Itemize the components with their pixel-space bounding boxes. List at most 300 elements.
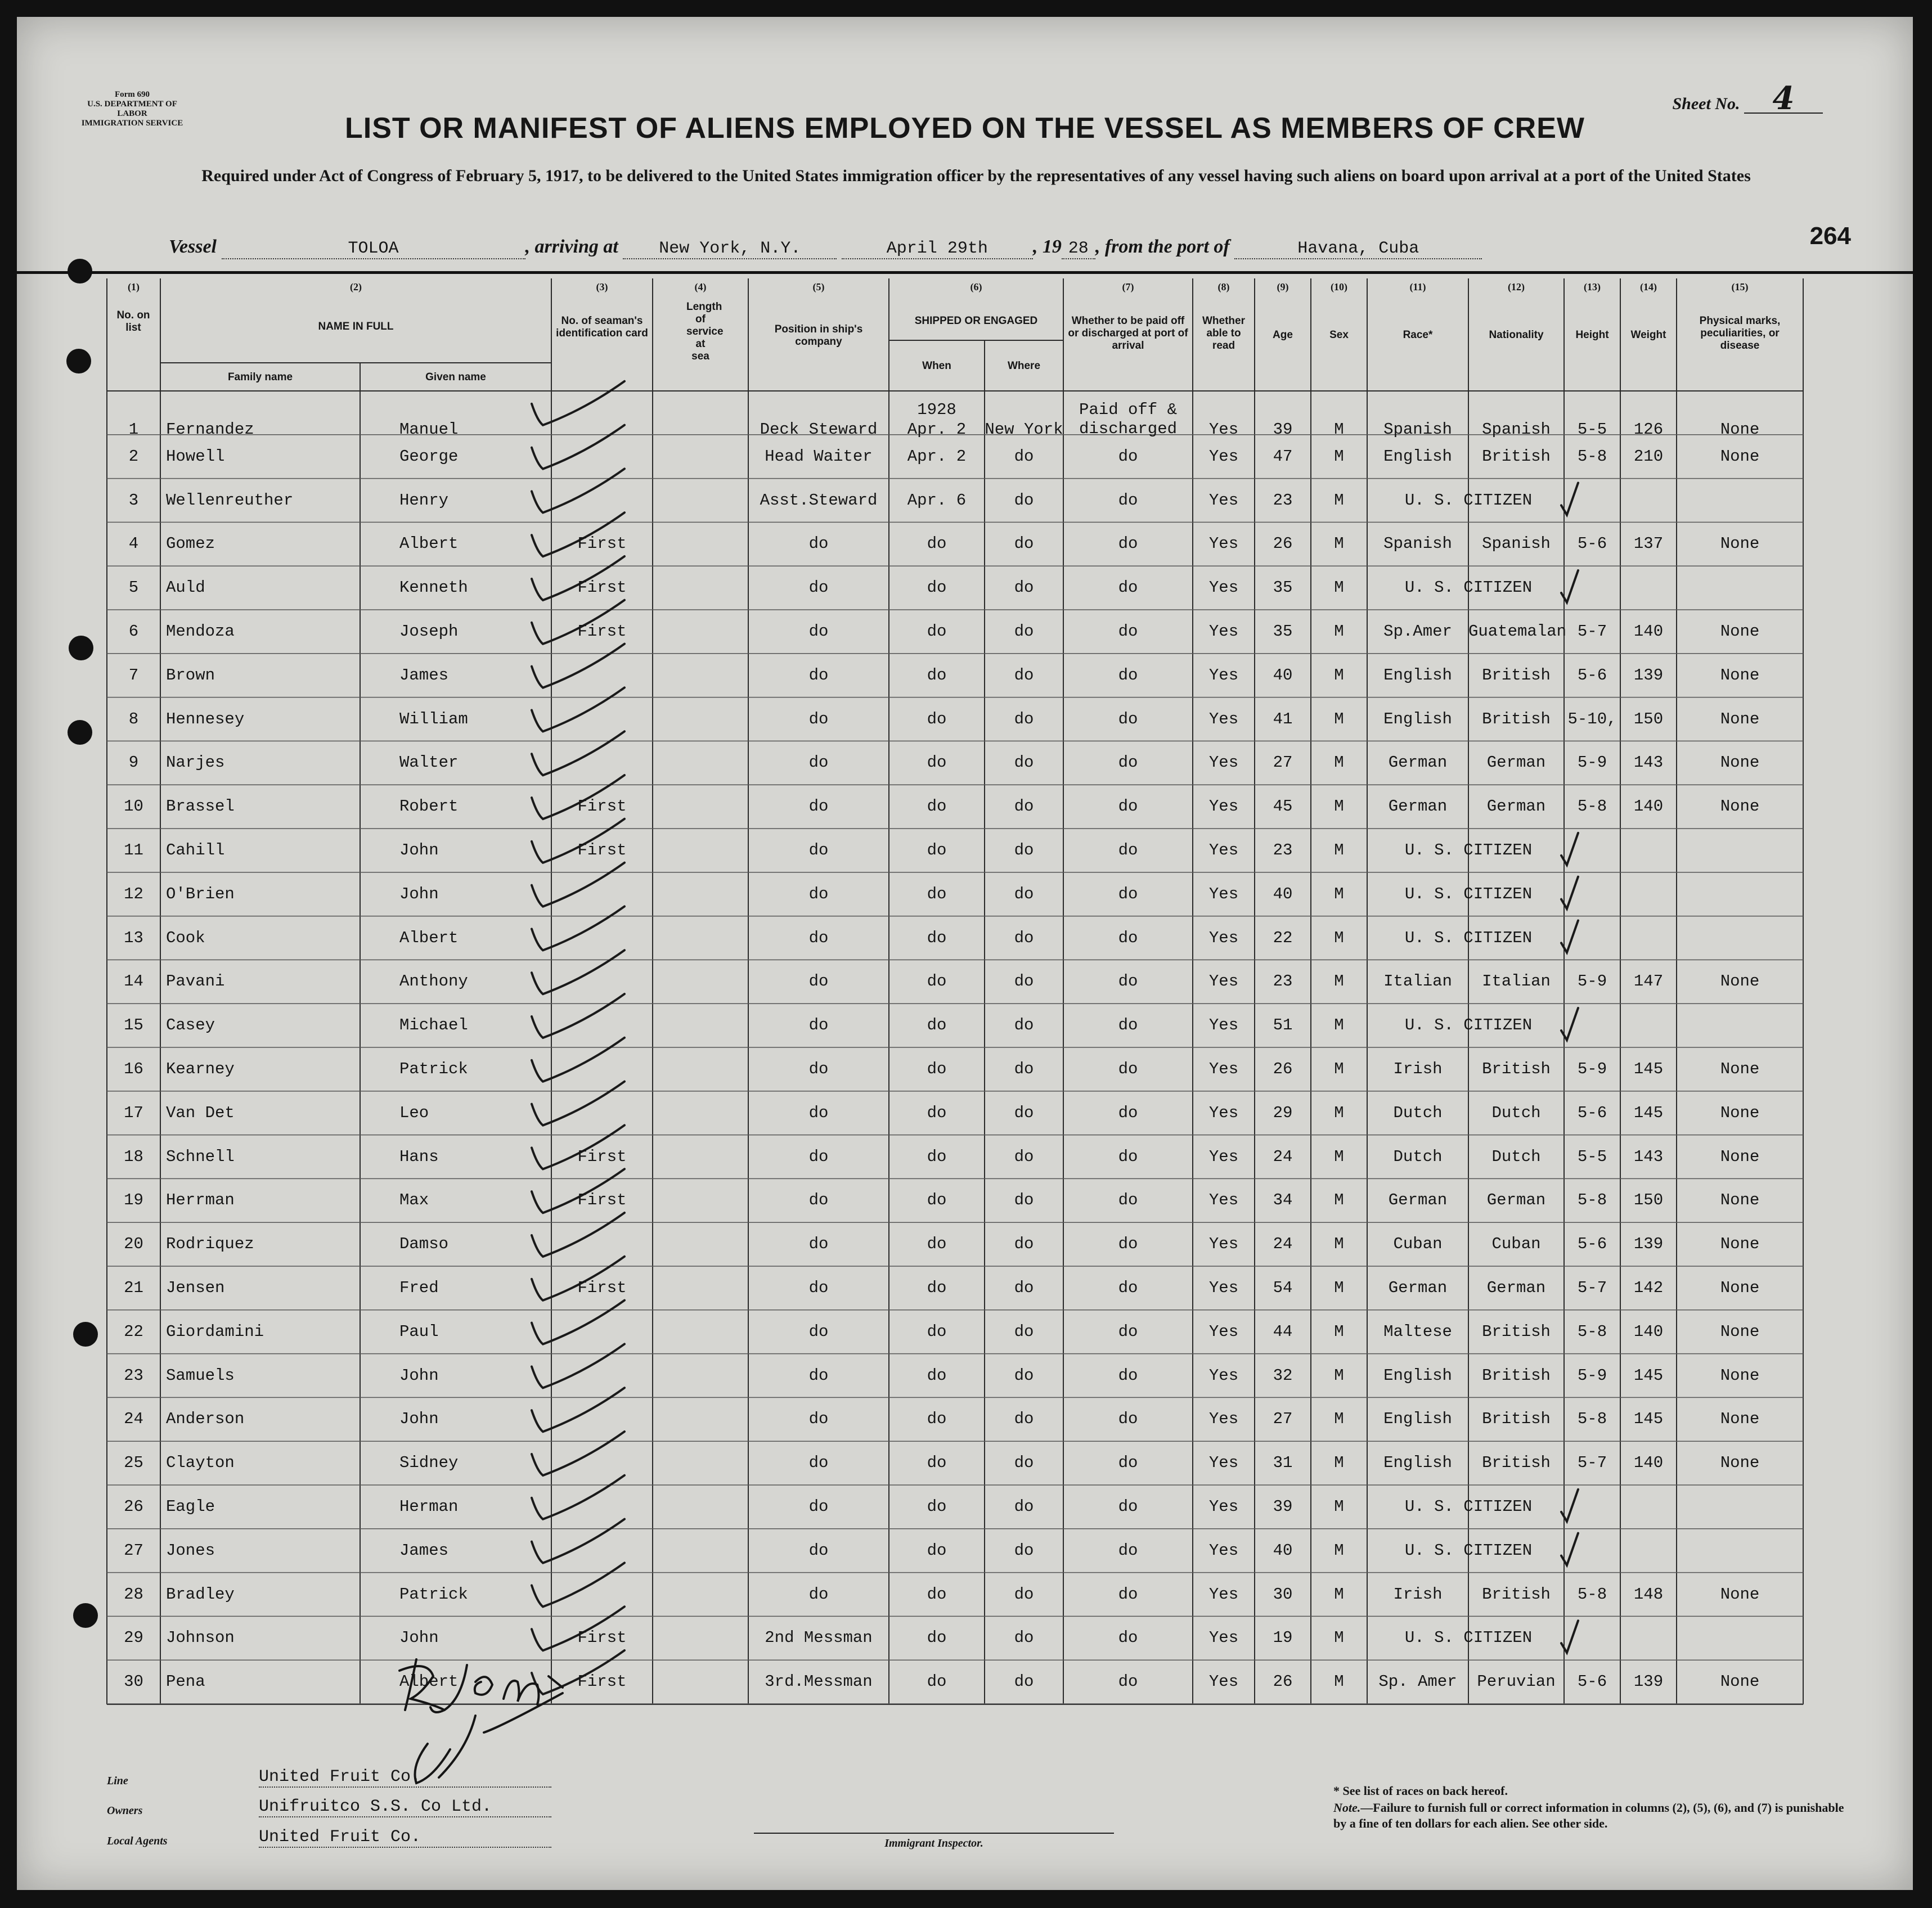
cell-nationality: German	[1486, 1191, 1546, 1210]
cell-read: Yes	[1208, 665, 1239, 685]
arrival-year: 28	[1062, 239, 1095, 259]
cell-nationality: British	[1482, 1060, 1551, 1078]
cell-when: do	[927, 1060, 947, 1078]
cell-family: Van Det	[166, 1103, 235, 1122]
cell-card: First	[577, 1191, 627, 1210]
cell-height: 5-7	[1577, 1279, 1607, 1297]
cell-when: do	[927, 1454, 947, 1473]
penalty-note-text: —Failure to furnish full or correct information in columns (2), (5), (6), and (7) is punishable by a fine of ten dollars for each alien. See other side.	[1333, 1801, 1844, 1830]
cell-paid: do	[1118, 841, 1138, 860]
col12-num: (12)	[1508, 281, 1525, 292]
service-name: IMMIGRATION SERVICE	[81, 119, 183, 128]
form-number: Form 690	[114, 90, 150, 99]
cell-no: 28	[124, 1585, 143, 1604]
cell-sex: M	[1334, 1147, 1344, 1166]
cell-paid: do	[1118, 490, 1138, 510]
cell-paid: do	[1118, 1279, 1138, 1297]
cell-weight: 142	[1633, 1279, 1664, 1297]
cell-paid: do	[1118, 709, 1138, 728]
cell-marks: None	[1720, 622, 1760, 641]
cell-height: 5-9	[1577, 1060, 1607, 1078]
punch-hole	[73, 1322, 98, 1347]
cell-position: do	[808, 753, 829, 772]
sheet-number-value: 4	[1744, 84, 1823, 114]
cell-no: 21	[124, 1279, 143, 1297]
cell-nationality: British	[1482, 665, 1551, 685]
cell-race: Spanish	[1383, 420, 1452, 439]
cell-age: 24	[1273, 1235, 1293, 1254]
cell-no: 26	[124, 1497, 143, 1516]
cell-no: 7	[128, 665, 139, 685]
cell-read: Yes	[1208, 709, 1239, 728]
col5-header: Position in ship's company	[774, 323, 863, 348]
cell-where: do	[1014, 1147, 1034, 1166]
cell-paid: do	[1118, 1147, 1138, 1166]
col7-num: (7)	[1122, 281, 1134, 292]
cell-marks: None	[1720, 1585, 1760, 1604]
cell-read: Yes	[1208, 1235, 1239, 1254]
cell-weight: 140	[1633, 1454, 1664, 1473]
cell-given: John	[399, 884, 439, 903]
cell-position: Asst.Steward	[760, 490, 878, 510]
cell-where: do	[1014, 797, 1034, 816]
col11-header: Race*	[1403, 329, 1433, 341]
cell-position: 2nd Messman	[765, 1628, 873, 1648]
cell-read: Yes	[1208, 753, 1239, 772]
cell-nationality: British	[1482, 1410, 1551, 1429]
cell-family: Brassel	[166, 797, 235, 816]
penalty-note-label: Note.	[1333, 1801, 1361, 1815]
cell-where: do	[1014, 1366, 1034, 1385]
cell-where: New York	[985, 420, 1063, 439]
cell-when: do	[927, 1279, 947, 1297]
cell-no: 16	[124, 1060, 143, 1078]
cell-age: 39	[1273, 1497, 1293, 1516]
cell-sex: M	[1334, 928, 1344, 947]
cell-where: do	[1014, 447, 1034, 466]
cell-no: 25	[124, 1454, 143, 1473]
cell-height: 5-8	[1577, 447, 1607, 466]
col4-header: Length of service at sea	[686, 301, 724, 362]
cell-race: Italian	[1383, 972, 1452, 991]
col5-num: (5)	[812, 281, 825, 292]
col3-header: No. of seaman's identification card	[556, 315, 648, 339]
departure-port: Havana, Cuba	[1234, 239, 1482, 259]
cell-when: Apr. 2	[907, 447, 967, 466]
col6-header: SHIPPED OR ENGAGED	[914, 315, 1038, 327]
cell-given: James	[399, 665, 449, 685]
cell-read: Yes	[1208, 841, 1239, 860]
cell-when: do	[927, 1322, 947, 1341]
cell-height: 5-10,	[1567, 709, 1617, 728]
paid-off-line1: Paid off &	[1079, 400, 1178, 419]
cell-when: do	[927, 1235, 947, 1254]
cell-read: Yes	[1208, 1497, 1239, 1516]
col2-header: NAME IN FULL	[318, 321, 394, 332]
cell-nationality: Peruvian	[1477, 1672, 1556, 1691]
cell-read: Yes	[1208, 797, 1239, 816]
cell-race: Irish	[1393, 1585, 1443, 1604]
cell-position: do	[808, 1147, 829, 1166]
col1-header: No. on list	[116, 309, 150, 334]
year-prefix: , 19	[1032, 236, 1062, 257]
cell-sex: M	[1334, 1672, 1344, 1691]
arrival-date: April 29th	[842, 239, 1033, 259]
cell-when: do	[927, 1366, 947, 1385]
line-value: United Fruit Co.	[259, 1767, 551, 1788]
cell-read: Yes	[1208, 1541, 1239, 1560]
cell-where: do	[1014, 534, 1034, 554]
col6-num: (6)	[970, 281, 982, 292]
cell-paid: do	[1118, 665, 1138, 685]
cell-race: U. S. CITIZEN	[1404, 1016, 1533, 1035]
cell-family: Schnell	[166, 1147, 235, 1166]
cell-age: 29	[1273, 1103, 1293, 1122]
cell-nationality: Cuban	[1491, 1235, 1541, 1254]
cell-sex: M	[1334, 1016, 1344, 1035]
col9-num: (9)	[1277, 281, 1289, 292]
cell-given: Joseph	[399, 622, 459, 641]
cell-weight: 143	[1633, 1147, 1664, 1166]
cell-weight: 140	[1633, 1322, 1664, 1341]
cell-read: Yes	[1208, 1322, 1239, 1341]
cell-race: U. S. CITIZEN	[1404, 884, 1533, 903]
cell-family: Gomez	[166, 534, 215, 554]
col2-given-header: Given name	[425, 371, 486, 383]
cell-weight: 145	[1633, 1103, 1664, 1122]
cell-age: 40	[1273, 1541, 1293, 1560]
cell-nationality: British	[1482, 1322, 1551, 1341]
cell-when: do	[927, 709, 947, 728]
cell-card: First	[577, 841, 627, 860]
cell-read: Yes	[1208, 1454, 1239, 1473]
cell-family: Clayton	[166, 1454, 235, 1473]
cell-paid: do	[1118, 1541, 1138, 1560]
cell-paid: do	[1118, 1322, 1138, 1341]
cell-no: 22	[124, 1322, 143, 1341]
col2-num: (2)	[350, 281, 362, 292]
cell-paid: do	[1118, 1016, 1138, 1035]
cell-age: 24	[1273, 1147, 1293, 1166]
cell-when: do	[927, 1497, 947, 1516]
cell-where: do	[1014, 1628, 1034, 1648]
cell-sex: M	[1334, 490, 1344, 510]
cell-when: do	[927, 578, 947, 597]
cell-nationality: British	[1482, 1585, 1551, 1604]
cell-marks: None	[1720, 1103, 1760, 1122]
cell-race: U. S. CITIZEN	[1404, 578, 1533, 597]
cell-height: 5-6	[1577, 1235, 1607, 1254]
cell-given: Walter	[399, 753, 459, 772]
cell-marks: None	[1720, 709, 1760, 728]
cell-marks: None	[1720, 1147, 1760, 1166]
cell-weight: 210	[1633, 447, 1664, 466]
cell-position: do	[808, 1060, 829, 1078]
col6-when-header: When	[922, 360, 951, 372]
cell-given: Herman	[399, 1497, 459, 1516]
cell-sex: M	[1334, 1541, 1344, 1560]
cell-age: 26	[1273, 1672, 1293, 1691]
cell-position: do	[808, 884, 829, 903]
vessel-label: Vessel	[169, 236, 217, 257]
cell-where: do	[1014, 1672, 1034, 1691]
cell-given: James	[399, 1541, 449, 1560]
cell-sex: M	[1334, 1628, 1344, 1648]
cell-weight: 139	[1633, 1235, 1664, 1254]
cell-marks: None	[1720, 972, 1760, 991]
cell-family: Fernandez	[166, 420, 254, 439]
cell-age: 41	[1273, 709, 1293, 728]
cell-no: 17	[124, 1103, 143, 1122]
cell-when: do	[927, 972, 947, 991]
cell-family: Samuels	[166, 1366, 235, 1385]
cell-position: do	[808, 1410, 829, 1429]
cell-where: do	[1014, 884, 1034, 903]
paid-off-line2: discharged	[1079, 420, 1178, 438]
cell-marks: None	[1720, 1060, 1760, 1078]
page-subtitle: Required under Act of Congress of February 5, 1917, to be delivered to the United States immigration officer by the representatives of any vessel having such aliens on board upon arrival at a port of the United States	[201, 166, 1751, 185]
cell-marks: None	[1720, 1366, 1760, 1385]
cell-where: do	[1014, 1016, 1034, 1035]
cell-weight: 150	[1633, 709, 1664, 728]
cell-race: English	[1383, 665, 1452, 685]
cell-race: English	[1383, 1410, 1452, 1429]
cell-sex: M	[1334, 447, 1344, 466]
cell-when: do	[927, 534, 947, 554]
cell-height: 5-8	[1577, 1322, 1607, 1341]
cell-family: Johnson	[166, 1628, 235, 1648]
cell-marks: None	[1720, 1279, 1760, 1297]
cell-read: Yes	[1208, 1410, 1239, 1429]
col13-header: Height	[1575, 329, 1609, 341]
cell-race: U. S. CITIZEN	[1404, 1541, 1533, 1560]
cell-paid: do	[1118, 578, 1138, 597]
cell-paid: do	[1118, 1672, 1138, 1691]
col11-num: (11)	[1409, 281, 1426, 292]
cell-nationality: Spanish	[1482, 534, 1551, 554]
cell-read: Yes	[1208, 1191, 1239, 1210]
cell-read: Yes	[1208, 972, 1239, 991]
cell-position: do	[808, 1279, 829, 1297]
cell-position: do	[808, 1235, 829, 1254]
cell-family: Pena	[166, 1672, 205, 1691]
cell-family: Cahill	[166, 841, 225, 860]
cell-paid: do	[1118, 1191, 1138, 1210]
col13-num: (13)	[1584, 281, 1601, 292]
cell-age: 40	[1273, 884, 1293, 903]
cell-age: 44	[1273, 1322, 1293, 1341]
cell-where: do	[1014, 1060, 1034, 1078]
cell-paid: do	[1118, 1497, 1138, 1516]
cell-weight: 150	[1633, 1191, 1664, 1210]
cell-nationality: British	[1482, 709, 1551, 728]
cell-where: do	[1014, 1410, 1034, 1429]
col10-num: (10)	[1331, 281, 1347, 292]
cell-race: Cuban	[1393, 1235, 1443, 1254]
cell-height: 5-5	[1577, 1147, 1607, 1166]
cell-no: 29	[124, 1628, 143, 1648]
cell-where: do	[1014, 753, 1034, 772]
cell-paid: do	[1118, 1454, 1138, 1473]
cell-race: English	[1383, 1366, 1452, 1385]
col14-header: Weight	[1630, 329, 1666, 341]
cell-sex: M	[1334, 797, 1344, 816]
cell-where: do	[1014, 972, 1034, 991]
cell-race: Sp.Amer	[1383, 622, 1452, 641]
col15-num: (15)	[1731, 281, 1749, 292]
cell-given: Fred	[399, 1279, 439, 1297]
cell-when: do	[927, 1585, 947, 1604]
line-label: Line	[107, 1775, 128, 1787]
cell-where: do	[1014, 1279, 1034, 1297]
cell-where: do	[1014, 709, 1034, 728]
stamp-number: 264	[1809, 222, 1851, 250]
cell-read: Yes	[1208, 1016, 1239, 1035]
col14-num: (14)	[1640, 281, 1657, 292]
cell-marks: None	[1720, 797, 1760, 816]
cell-read: Yes	[1208, 622, 1239, 641]
cell-position: do	[808, 797, 829, 816]
cell-race: Irish	[1393, 1060, 1443, 1078]
cell-race: German	[1388, 1279, 1448, 1297]
cell-family: Casey	[166, 1016, 215, 1035]
cell-given: John	[399, 1410, 439, 1429]
cell-sex: M	[1334, 1497, 1344, 1516]
cell-height: 5-8	[1577, 797, 1607, 816]
cell-age: 31	[1273, 1454, 1293, 1473]
cell-weight: 147	[1633, 972, 1664, 991]
cell-height: 5-7	[1577, 1454, 1607, 1473]
cell-where: do	[1014, 1541, 1034, 1560]
cell-given: Manuel	[399, 420, 459, 439]
cell-read: Yes	[1208, 1628, 1239, 1648]
table-grid	[17, 17, 1913, 1890]
cell-no: 12	[124, 884, 143, 903]
cell-given: Albert	[399, 1672, 459, 1691]
cell-age: 35	[1273, 578, 1293, 597]
cell-paid: do	[1118, 1410, 1138, 1429]
cell-when: do	[927, 622, 947, 641]
cell-given: Robert	[399, 797, 459, 816]
manifest-sheet	[17, 17, 1913, 1890]
cell-height: 5-7	[1577, 622, 1607, 641]
cell-no: 23	[124, 1366, 143, 1385]
cell-height: 5-6	[1577, 534, 1607, 554]
check-mark	[532, 381, 624, 425]
cell-position: do	[808, 1103, 829, 1122]
cell-given: Albert	[399, 534, 459, 554]
cell-weight: 140	[1633, 797, 1664, 816]
cell-sex: M	[1334, 1235, 1344, 1254]
cell-sex: M	[1334, 665, 1344, 685]
cell-when: do	[927, 841, 947, 860]
from-port-label: , from the port of	[1095, 236, 1230, 257]
cell-sex: M	[1334, 972, 1344, 991]
cell-given: Patrick	[399, 1060, 468, 1078]
cell-where: do	[1014, 665, 1034, 685]
cell-position: 3rd.Messman	[765, 1672, 873, 1691]
cell-height: 5-9	[1577, 1366, 1607, 1385]
col4-num: (4)	[694, 281, 707, 292]
cell-given: Max	[399, 1191, 429, 1210]
cell-when: do	[927, 1672, 947, 1691]
cell-no: 1	[128, 420, 139, 439]
cell-marks: None	[1720, 420, 1760, 439]
cell-family: Cook	[166, 928, 205, 947]
cell-age: 19	[1273, 1628, 1293, 1648]
cell-family: Brown	[166, 665, 215, 685]
cell-position: do	[808, 1454, 829, 1473]
cell-position: do	[808, 841, 829, 860]
cell-when: do	[927, 1103, 947, 1122]
punch-hole	[69, 636, 93, 660]
cell-no: 20	[124, 1235, 143, 1254]
cell-marks: None	[1720, 534, 1760, 554]
cell-age: 40	[1273, 665, 1293, 685]
col15-header: Physical marks, peculiarities, or disease	[1699, 315, 1781, 352]
cell-card: First	[577, 797, 627, 816]
cell-weight: 139	[1633, 1672, 1664, 1691]
col6-where-header: Where	[1007, 360, 1041, 372]
cell-when: do	[927, 753, 947, 772]
col7-header: Whether to be paid off or discharged at port of arrival	[1068, 315, 1188, 352]
cell-read: Yes	[1208, 1672, 1239, 1691]
inspector-label: Immigrant Inspector.	[884, 1837, 983, 1850]
cell-paid: do	[1118, 1366, 1138, 1385]
cell-paid: do	[1118, 622, 1138, 641]
cell-given: John	[399, 1628, 439, 1648]
penalty-note	[1333, 1800, 1851, 1832]
cell-height: 5-5	[1577, 420, 1607, 439]
cell-position: do	[808, 1541, 829, 1560]
cell-when: do	[927, 928, 947, 947]
cell-age: 23	[1273, 972, 1293, 991]
cell-race: U. S. CITIZEN	[1404, 1497, 1533, 1516]
owners-label: Owners	[107, 1804, 143, 1817]
cell-family: Pavani	[166, 972, 225, 991]
cell-where: do	[1014, 1322, 1034, 1341]
cell-given: Michael	[399, 1016, 468, 1035]
cell-card: First	[577, 1147, 627, 1166]
cell-card: First	[577, 1628, 627, 1648]
cell-position: Deck Steward	[760, 420, 878, 439]
cell-nationality: Dutch	[1491, 1147, 1541, 1166]
cell-sex: M	[1334, 1103, 1344, 1122]
vessel-name: TOLOA	[222, 239, 525, 259]
cell-family: Rodriquez	[166, 1235, 254, 1254]
cell-no: 15	[124, 1016, 143, 1035]
cell-marks: None	[1720, 1191, 1760, 1210]
punch-hole	[68, 720, 92, 745]
cell-sex: M	[1334, 578, 1344, 597]
cell-marks: None	[1720, 1410, 1760, 1429]
races-note: * See list of races on back hereof.	[1333, 1784, 1508, 1798]
cell-weight: 145	[1633, 1060, 1664, 1078]
cell-sex: M	[1334, 420, 1344, 439]
cell-nationality: Spanish	[1482, 420, 1551, 439]
cell-race: Dutch	[1393, 1147, 1443, 1166]
cell-given: Paul	[399, 1322, 439, 1341]
cell-sex: M	[1334, 1585, 1344, 1604]
cell-where: do	[1014, 578, 1034, 597]
cell-card: First	[577, 534, 627, 554]
cell-no: 2	[128, 447, 139, 466]
punch-hole	[66, 349, 91, 374]
cell-sex: M	[1334, 884, 1344, 903]
cell-given: William	[399, 709, 468, 728]
cell-no: 27	[124, 1541, 143, 1560]
cell-where: do	[1014, 1497, 1034, 1516]
